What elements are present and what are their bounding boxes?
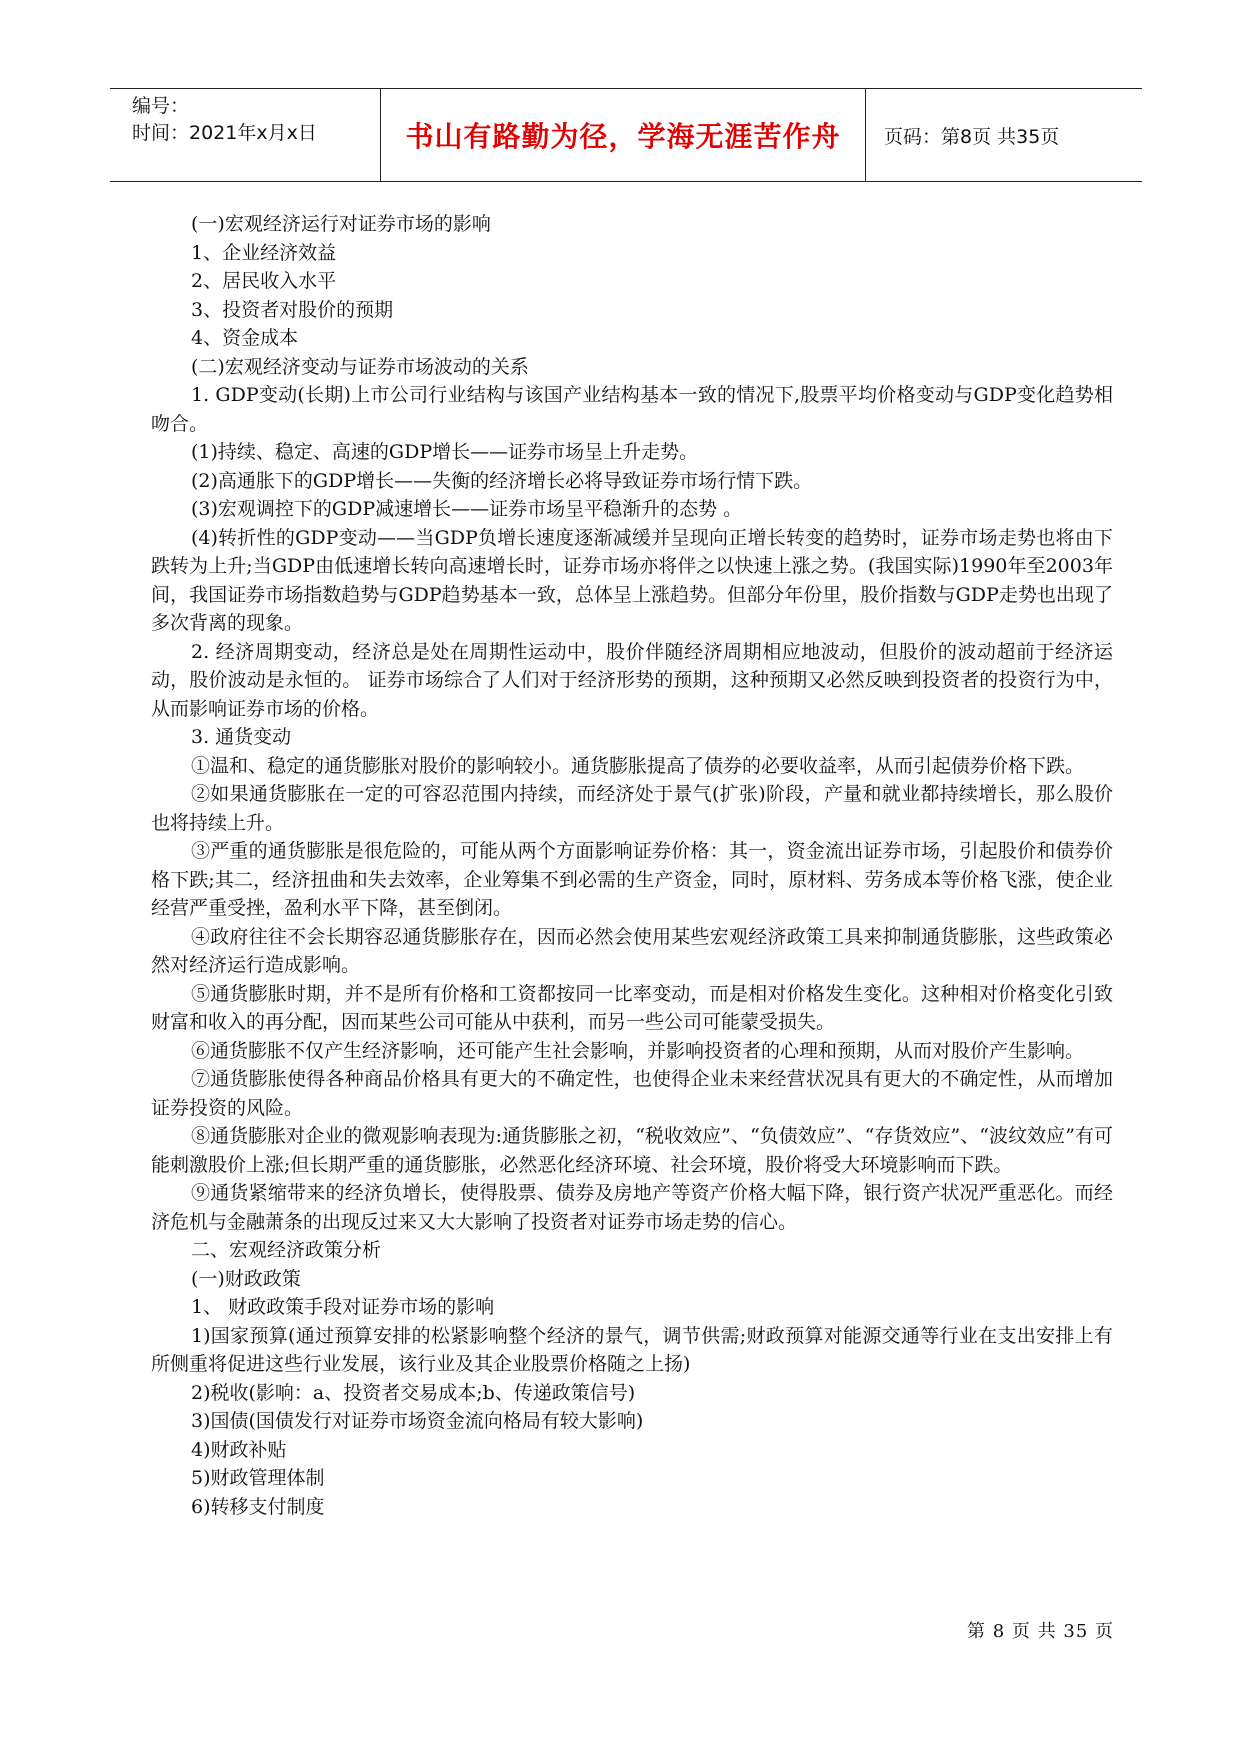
header-meta: [110, 89, 380, 181]
paragraph: ③严重的通货膨胀是很危险的，可能从两个方面影响证券价格：其一，资金流出证券市场，引起股价和债券价格下跌;其二，经济扭曲和失去效率，企业筹集不到必需的生产资金，同时，原材料、劳务成本等价格飞涨，使企业经营严重受挫，盈利水平下降，甚至倒闭。: [151, 840, 1113, 919]
paragraph: 2、居民收入水平: [191, 270, 337, 292]
paragraph: 1、企业经济效益: [191, 241, 337, 264]
paragraph: (一)财政政策: [191, 1267, 301, 1290]
paragraph: 3. 通货变动: [191, 726, 292, 748]
paragraph: 二、宏观经济政策分析: [191, 1239, 382, 1261]
paragraph: ⑨通货紧缩带来的经济负增长，使得股票、债券及房地产等资产价格大幅下降，银行资产状况严重恶化。而经济危机与金融萧条的出现反过来又大大影响了投资者对证券市场走势的信心。: [151, 1182, 1113, 1233]
paragraph: 2)税收(影响：a、投资者交易成本;b、传递政策信号): [191, 1381, 636, 1404]
paragraph: ⑤通货膨胀时期，并不是所有价格和工资都按同一比率变动，而是相对价格发生变化。这种相对价格变化引致财富和收入的再分配，因而某些公司可能从中获利，而另一些公司可能蒙受损失。: [151, 982, 1113, 1033]
paragraph: 3、投资者对股价的预期: [191, 298, 394, 321]
paragraph: 1)国家预算(通过预算安排的松紧影响整个经济的景气，调节供需;财政预算对能源交通等行业在支出安排上有所侧重将促进这些行业发展，该行业及其企业股票价格随之上扬): [151, 1324, 1113, 1375]
document-number-label: 编号：: [132, 95, 190, 117]
paragraph: 6)转移支付制度: [191, 1495, 325, 1518]
document-time-label: 时间：2021年x月x日: [132, 122, 317, 144]
header-motto: 书山有路勤为径，学海无涯苦作舟: [380, 89, 866, 181]
paragraph: 1、 财政政策手段对证券市场的影响: [191, 1296, 495, 1318]
page-footer: 第 8 页 共 35 页: [967, 1621, 1114, 1642]
paragraph: (4)转折性的GDP变动——当GDP负增长速度逐渐减缓并呈现向正增长转变的趋势时，证券市场走势也将由下跌转为上升;当GDP由低速增长转向高速增长时，证券市场亦将伴之以快速上涨之势。(我国实际)1990年至2003年间，我国证券市场指数趋势与GDP趋势基本一致，总体呈上涨趋势。但部分年份里，股价指数与GDP走势也出现了多次背离的现象。: [151, 526, 1113, 634]
paragraph: 5)财政管理体制: [191, 1467, 325, 1489]
paragraph: (2)高通胀下的GDP增长——失衡的经济增长必将导致证券市场行情下跌。: [191, 469, 813, 492]
paragraph: 4)财政补贴: [191, 1438, 287, 1461]
paragraph: ⑧通货膨胀对企业的微观影响表现为:通货膨胀之初，“税收效应”、“负债效应”、“存货效应”、“波纹效应”有可能刺激股价上涨;但长期严重的通货膨胀，必然恶化经济环境、社会环境，股价将受大环境影响而下跌。: [151, 1125, 1113, 1176]
paragraph: ①温和、稳定的通货膨胀对股价的影响较小。通货膨胀提高了债券的必要收益率，从而引起债券价格下跌。: [191, 754, 1085, 777]
paragraph: ④政府往往不会长期容忍通货膨胀存在，因而必然会使用某些宏观经济政策工具来抑制通货膨胀，这些政策必然对经济运行造成影响。: [151, 925, 1113, 976]
paragraph: ②如果通货膨胀在一定的可容忍范围内持续，而经济处于景气(扩张)阶段，产量和就业都持续增长，那么股价也将持续上升。: [151, 783, 1113, 834]
paragraph: 3)国债(国债发行对证券市场资金流向格局有较大影响): [191, 1410, 644, 1432]
paragraph: 2. 经济周期变动，经济总是处在周期性运动中，股价伴随经济周期相应地波动，但股价的波动超前于经济运动，股价波动是永恒的。 证券市场综合了人们对于经济形势的预期，这种预期又必然反映到投资者的投资行为中，从而影响证券市场的价格。: [151, 640, 1113, 720]
paragraph: 4、资金成本: [191, 327, 299, 349]
paragraph: (1)持续、稳定、高速的GDP增长——证券市场呈上升走势。: [191, 441, 699, 463]
paragraph: (一)宏观经济运行对证券市场的影响: [191, 213, 491, 235]
paragraph: 1. GDP变动(长期)上市公司行业结构与该国产业结构基本一致的情况下,股票平均价格变动与GDP变化趋势相吻合。: [151, 384, 1113, 435]
paragraph: ⑦通货膨胀使得各种商品价格具有更大的不确定性，也使得企业未来经营状况具有更大的不确定性，从而增加证券投资的风险。: [151, 1068, 1113, 1119]
paragraph: (3)宏观调控下的GDP减速增长——证券市场呈平稳渐升的态势 。: [191, 498, 743, 520]
header-page-info: 页码：第8页 共35页: [884, 125, 1060, 148]
paragraph: ⑥通货膨胀不仅产生经济影响，还可能产生社会影响，并影响投资者的心理和预期，从而对股价产生影响。: [191, 1039, 1085, 1062]
paragraph: (二)宏观经济变动与证券市场波动的关系: [191, 355, 529, 378]
page-header: [110, 88, 1142, 182]
document-body: [151, 210, 1113, 1521]
